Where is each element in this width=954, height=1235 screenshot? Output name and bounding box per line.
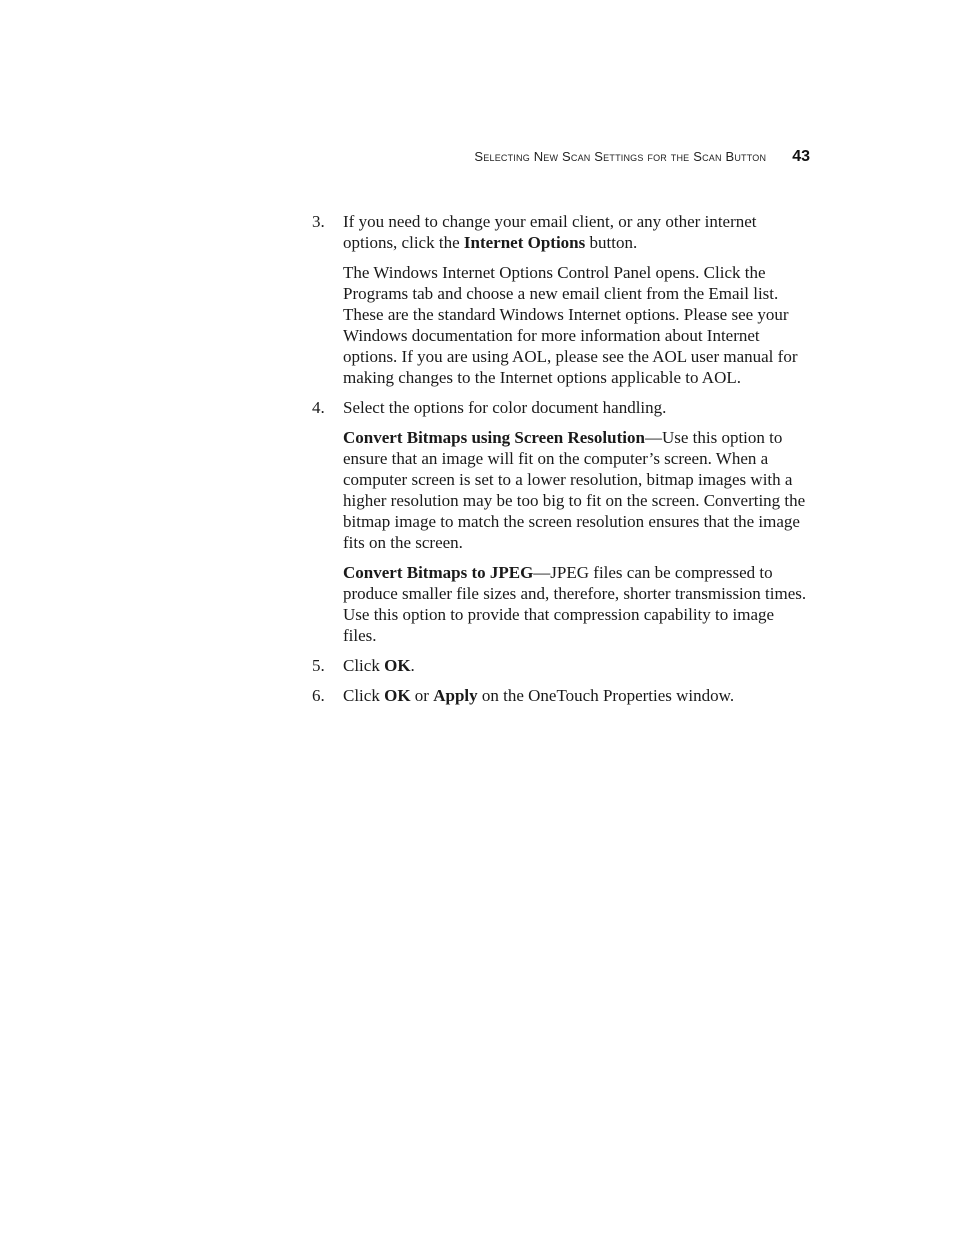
step-text: Select the options for color document handling. <box>343 398 667 417</box>
step-number: 4. <box>312 398 325 417</box>
ok-label: OK <box>384 656 411 675</box>
option-screen-resolution <box>343 427 808 553</box>
page-body <box>312 211 808 715</box>
step-number: 3. <box>312 212 325 231</box>
option-title: Convert Bitmaps to JPEG <box>343 563 534 582</box>
step-text: If you need to change your email client, or any other internet options, click the <box>343 212 757 252</box>
step-text: Click <box>343 686 385 705</box>
internet-options-description: The Windows Internet Options Control Panel opens. Click the Programs tab and choose a new email client from the Email list. These are the standard Windows Internet options. Please see your Windows documentation for more information about Internet options. If you are using AOL, please see the AOL user manual for making changes to the Internet options applicable to AOL. <box>343 263 798 387</box>
step-number: 6. <box>312 686 325 705</box>
step-number: 5. <box>312 656 325 675</box>
ok-label: OK <box>384 686 411 705</box>
option-description: —JPEG files can be compressed to produce smaller file sizes and, therefore, shorter transmission times. Use this option to provide that compression capability to image files. <box>343 563 807 645</box>
step-4 <box>312 397 808 418</box>
step-5 <box>312 655 808 676</box>
step-text: button. <box>585 233 638 252</box>
step-3 <box>312 211 808 253</box>
option-title: Convert Bitmaps using Screen Resolution <box>343 428 645 447</box>
internet-options-label: Internet Options <box>463 233 586 252</box>
step-text: . <box>410 656 415 675</box>
step-text: on the OneTouch Properties window. <box>477 686 735 705</box>
running-head <box>380 148 810 166</box>
option-jpeg <box>343 562 808 646</box>
step-6 <box>312 685 808 706</box>
apply-label: Apply <box>433 686 478 705</box>
chapter-title: Selecting New Scan Settings for the Scan Button <box>474 149 767 164</box>
step-text: or <box>410 686 434 705</box>
page-number: 43 <box>792 148 810 165</box>
step-text: Click <box>343 656 385 675</box>
option-description: —Use this option to ensure that an image will fit on the computer’s screen. When a computer screen is set to a lower resolution, bitmap images with a higher resolution may be too big to fit on the screen. Converting the bitmap image to match the screen resolution ensures that the image fits on the screen. <box>343 428 806 552</box>
